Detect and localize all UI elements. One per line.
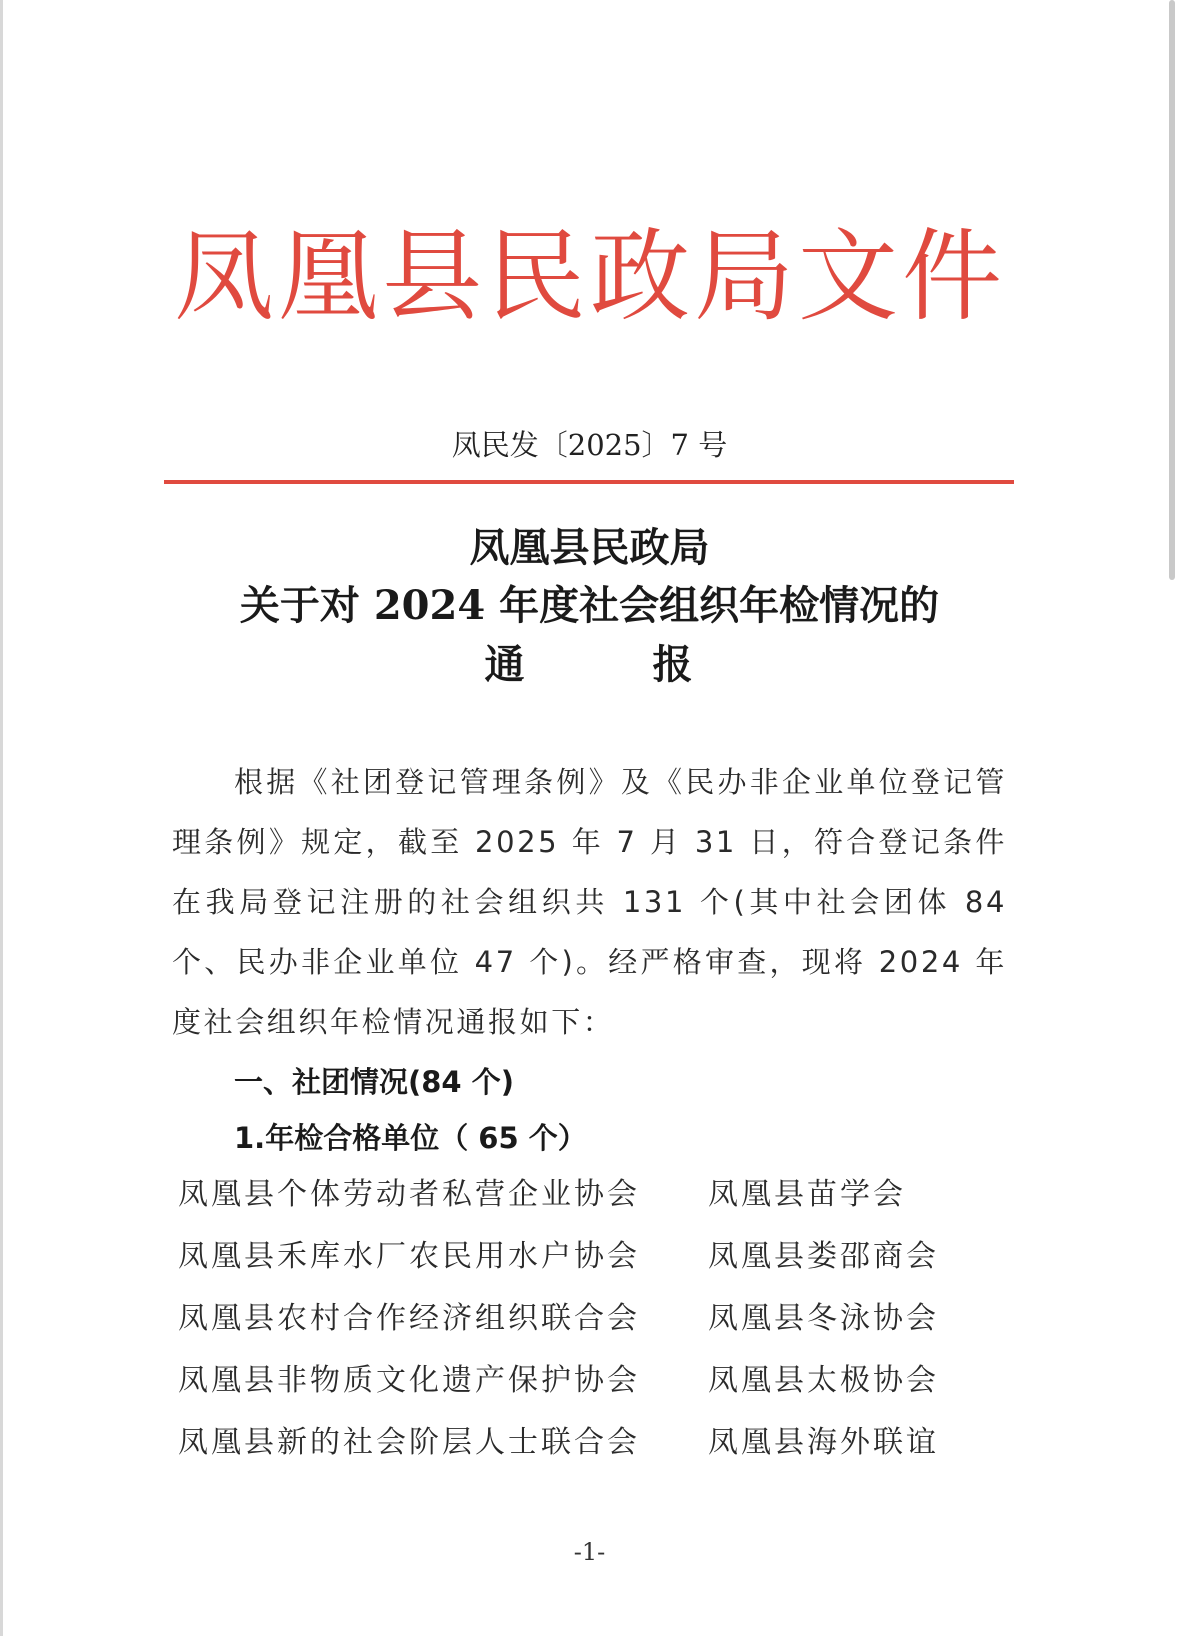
title-line-2: 关于对 2024 年度社会组织年检情况的 [239, 582, 940, 629]
page-number: -1- [573, 1538, 606, 1566]
body-paragraph: 根据《社团登记管理条例》及《民办非企业单位登记管理条例》规定，截至 2025 年 7 月 31 日，符合登记条件在我局登记注册的社会组织共 131 个(其中社会团体 84 个、民办非企业单位 47 个)。经严格审查，现将 2024 年度社会组织年检情况通报如下： [172, 765, 1007, 1039]
organization-list [178, 1175, 938, 1485]
scrollbar-thumb[interactable] [1169, 0, 1175, 580]
list-item [178, 1175, 938, 1237]
organization-name: 凤凰县娄邵商会 [708, 1239, 939, 1274]
organization-name: 凤凰县禾库水厂农民用水户协会 [178, 1239, 640, 1274]
list-item [178, 1237, 938, 1299]
red-divider-line [164, 480, 1014, 484]
organization-name: 凤凰县苗学会 [708, 1177, 906, 1212]
organization-name: 凤凰县农村合作经济组织联合会 [178, 1301, 640, 1336]
page-edge [0, 0, 3, 1636]
organization-name: 凤凰县新的社会阶层人士联合会 [178, 1425, 640, 1460]
list-item [178, 1423, 938, 1485]
section-heading-associations: 一、社团情况(84 个) [234, 1065, 514, 1099]
organization-name: 凤凰县非物质文化遗产保护协会 [178, 1363, 640, 1398]
list-item [178, 1299, 938, 1361]
organization-name: 凤凰县海外联谊 [708, 1425, 939, 1460]
title-line-3: 通 报 [484, 641, 695, 688]
organization-name: 凤凰县冬泳协会 [708, 1301, 939, 1336]
subsection-heading-qualified: 1.年检合格单位（ 65 个） [234, 1121, 587, 1155]
organization-name: 凤凰县太极协会 [708, 1363, 939, 1398]
document-number: 凤民发〔2025〕7 号 [451, 428, 728, 462]
title-line-1: 凤凰县民政局 [469, 524, 710, 571]
agency-header-title: 凤凰县民政局文件 [174, 218, 1006, 335]
list-item [178, 1361, 938, 1423]
organization-name: 凤凰县个体劳动者私营企业协会 [178, 1177, 640, 1212]
